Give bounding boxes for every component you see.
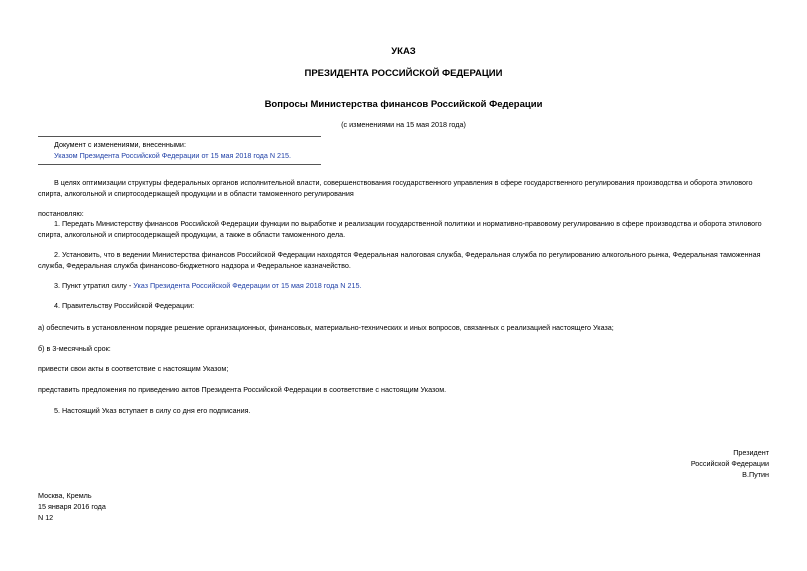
decree-heading: УКАЗ	[391, 46, 416, 57]
issuer-heading: ПРЕЗИДЕНТА РОССИЙСКОЙ ФЕДЕРАЦИИ	[304, 68, 503, 79]
preamble-paragraph: В целях оптимизации структуры федеральных органов исполнительной власти, совершенствования государственного управления в сфере государственного регулирования производства и оборота этилового спирта, алкогольной и спиртосодержащей продукции и в области таможенного регулирования	[38, 178, 753, 198]
clause-3-text: 3. Пункт утратил силу -	[54, 281, 134, 290]
clause-4a: а) обеспечить в установленном порядке решение организационных, финансовых, материально-технических и иных вопросов, связанных с реализацией настоящего Указа;	[38, 323, 614, 332]
document-subject: Вопросы Министерства финансов Российской Федерации	[264, 99, 543, 110]
signature-name: В.Путин	[742, 470, 769, 479]
edition-note: (с изменениями на 15 мая 2018 года)	[341, 120, 466, 129]
signature-block	[691, 447, 769, 480]
signature-office: Российской Федерации	[690, 459, 769, 468]
clause-4b-item-1: привести свои акты в соответствие с настоящим Указом;	[38, 364, 229, 373]
clause-1: 1. Передать Министерству финансов Российской Федерации функции по выработке и реализации государственной политики и нормативно-правовому регулированию в сфере производства и оборота этилового спирта, алкогольной и спиртосодержащей продукции, а также в области таможенного дела.	[38, 219, 762, 239]
changes-link[interactable]: Указом Президента Российской Федерации от 15 мая 2018 года N 215.	[54, 151, 292, 160]
clause-5: 5. Настоящий Указ вступает в силу со дня его подписания.	[54, 406, 251, 415]
changes-bottom-divider	[38, 164, 321, 165]
clause-4: 4. Правительству Российской Федерации:	[54, 301, 195, 310]
changes-label: Документ с изменениями, внесенными:	[54, 140, 186, 149]
signing-details	[38, 490, 106, 523]
clause-3	[38, 281, 770, 292]
clause-4b: б) в 3-месячный срок:	[38, 344, 111, 353]
clause-4b-item-2: представить предложения по приведению актов Президента Российской Федерации в соответствие с настоящим Указом.	[38, 385, 447, 394]
clause-2: 2. Установить, что в ведении Министерства финансов Российской Федерации находятся Федеральная налоговая служба, Федеральная служба по регулированию алкогольного рынка, Федеральная таможенная служба, Федеральная служба финансово-бюджетного надзора и Федеральное казначейство.	[38, 250, 761, 270]
signature-title: Президент	[733, 448, 769, 457]
clause-3-link[interactable]: Указ Президента Российской Федерации от 15 мая 2018 года N 215.	[133, 281, 362, 290]
signing-place: Москва, Кремль	[38, 491, 92, 500]
signing-date: 15 января 2016 года	[38, 502, 106, 511]
document-number: N 12	[38, 513, 54, 522]
changes-top-divider	[38, 136, 321, 137]
resolve-word: постановляю:	[38, 209, 84, 218]
